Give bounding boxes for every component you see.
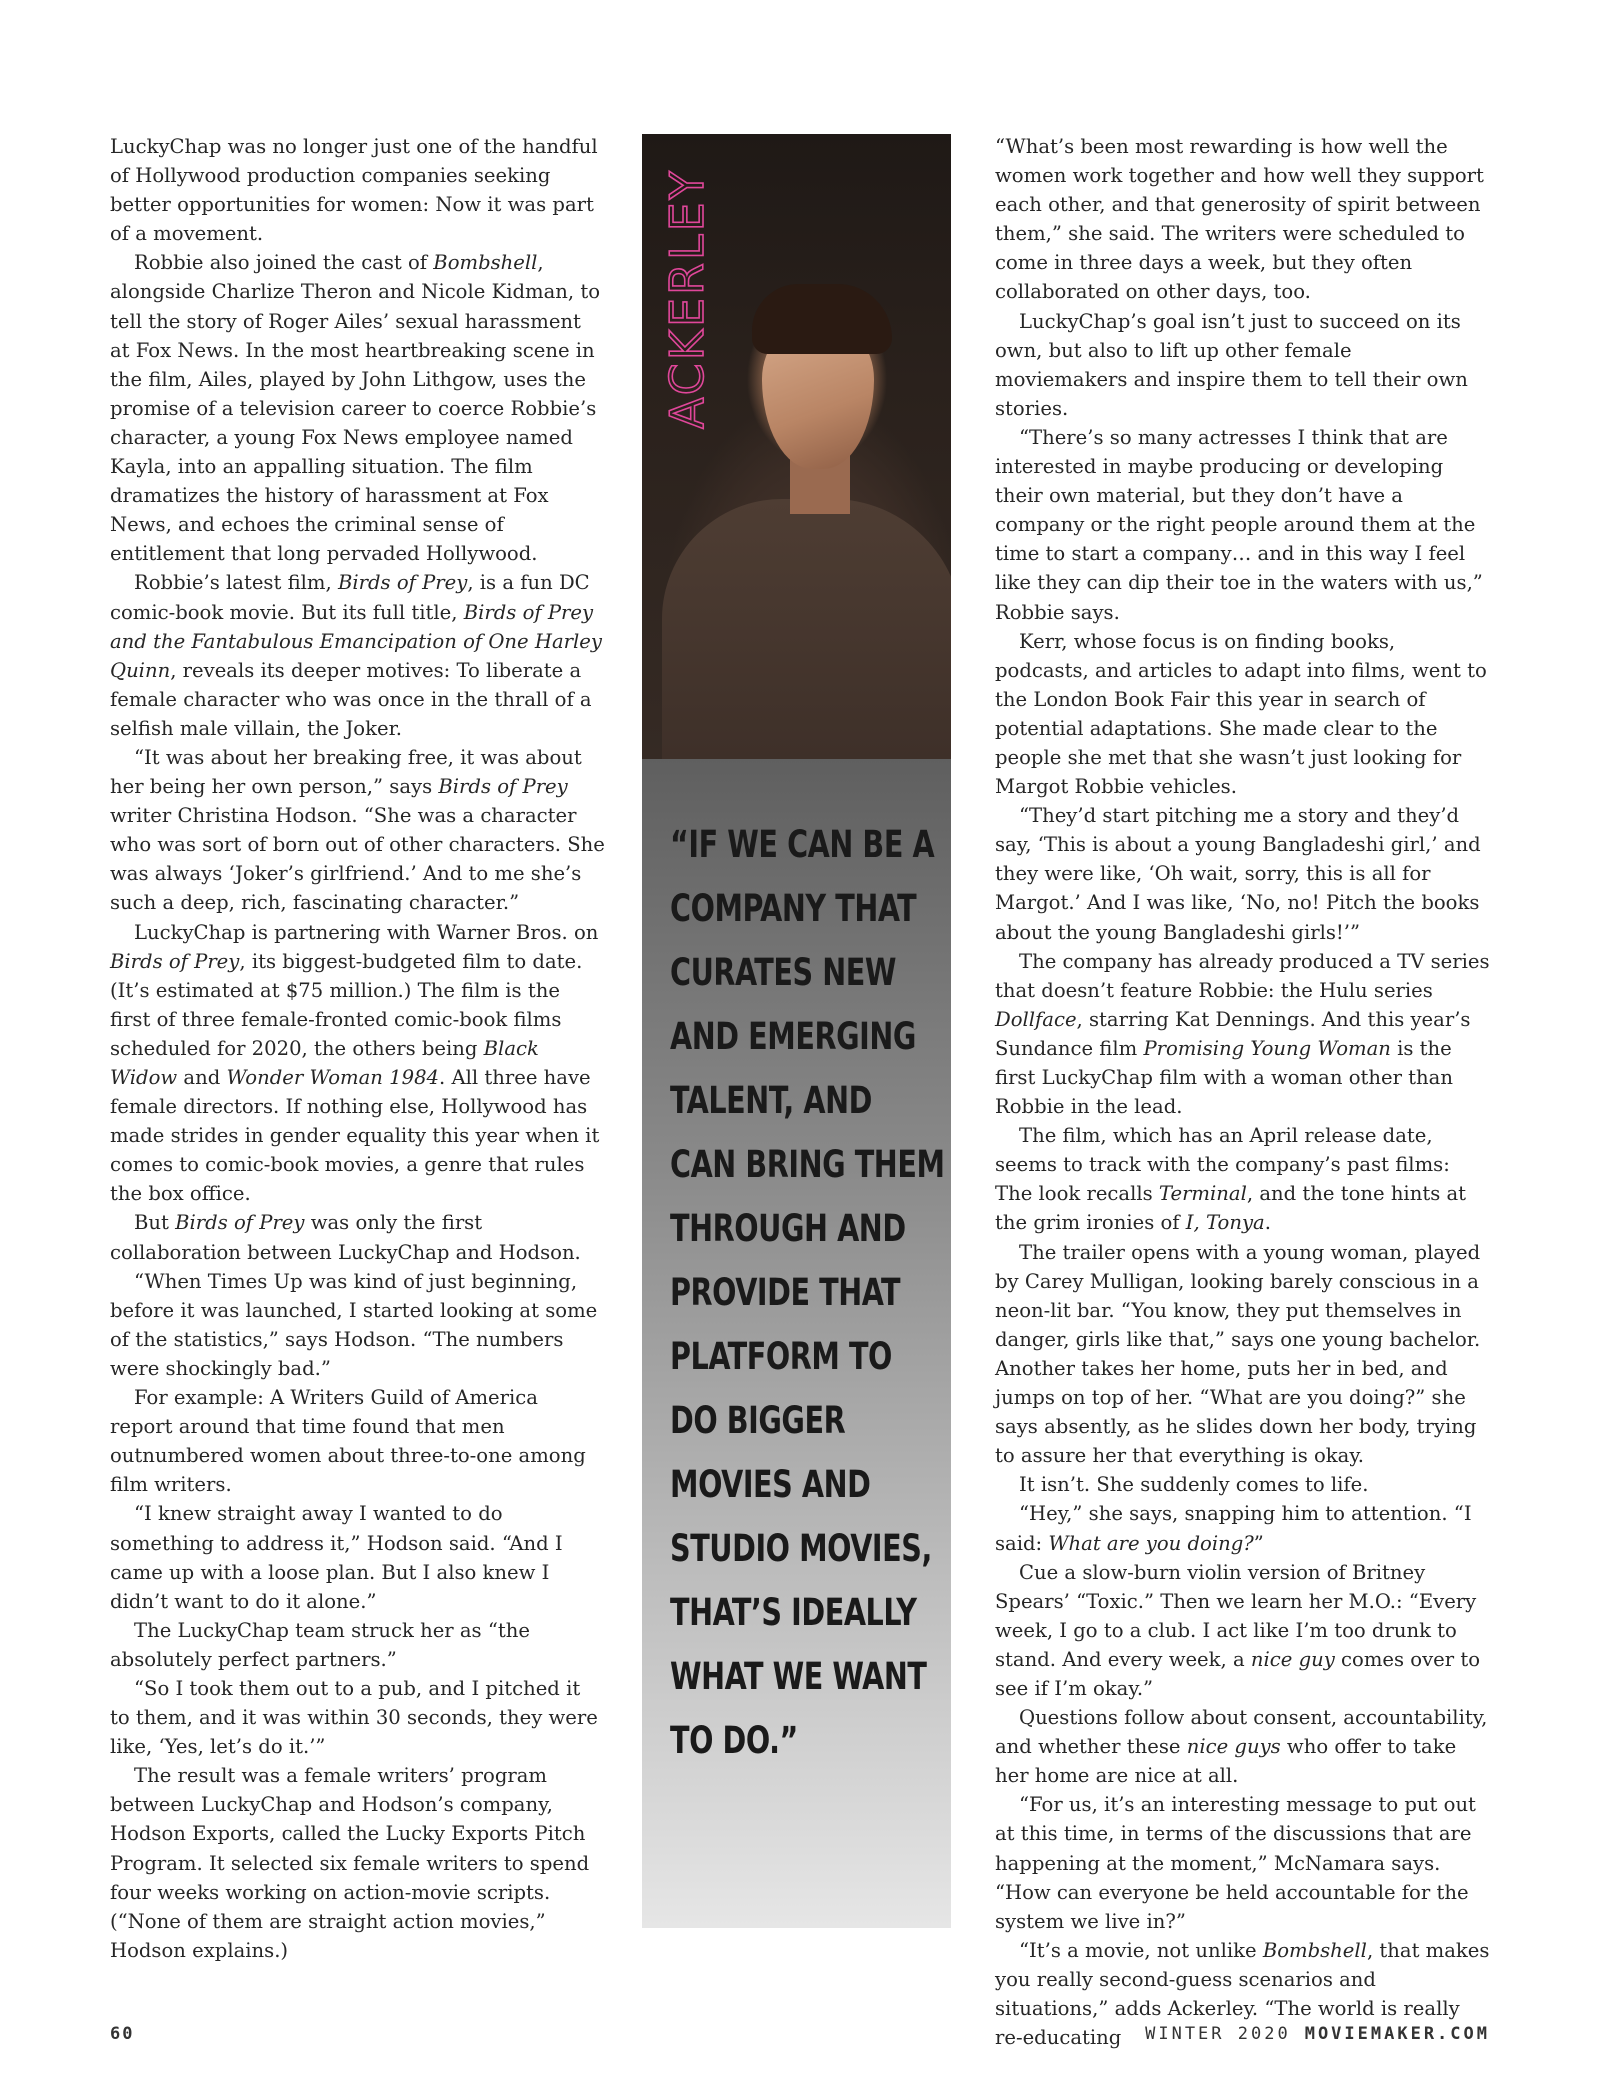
paragraph: But Birds of Prey was only the first collaboration between LuckyChap and Hodson. — [110, 1211, 581, 1264]
paragraph: “They’d start pitching me a story and they’d say, ‘This is about a young Bangladeshi girl,’ and they were like, ‘Oh wait, sorry, this is all for Margot.’ And I was like, ‘No, no! Pitch the books about the young Bangladeshi girls!’” — [995, 804, 1481, 944]
paragraph: “So I took them out to a pub, and I pitched it to them, and it was within 30 seconds, they were like, ‘Yes, let’s do it.’” — [110, 1676, 598, 1759]
paragraph: The LuckyChap team struck her as “the absolutely perfect partners.” — [110, 1618, 530, 1671]
site-label: MOVIEMAKER.COM — [1304, 2024, 1490, 2044]
article-column-left — [110, 132, 605, 1965]
portrait-sweater — [662, 499, 951, 759]
paragraph: For example: A Writers Guild of America report around that time found that men outnumbered women about three-to-one among film writers. — [110, 1386, 586, 1497]
paragraph: “For us, it’s an interesting message to put out at this time, in terms of the discussions that are happening at the moment,” McNamara says. “How can everyone be held accountable for the system we live in?” — [995, 1793, 1476, 1933]
paragraph: Kerr, whose focus is on finding books, podcasts, and articles to adapt into films, went to the London Book Fair this year in search of potential adaptations. She made clear to the people she met that she wasn’t just looking for Margot Robbie vehicles. — [995, 629, 1487, 799]
paragraph: Cue a slow-burn violin version of Britney Spears’ “Toxic.” Then we learn her M.O.: “Every week, I go to a club. I act like I’m too drunk to stand. And every week, a nice guy comes over to see if I’m okay.” — [995, 1560, 1481, 1700]
paragraph: Robbie also joined the cast of Bombshell, alongside Charlize Theron and Nicole Kidman, to tell the story of Roger Ailes’ sexual harassment at Fox News. In the most heartbreaking scene in the film, Ailes, played by John Lithgow, uses the promise of a television career to coerce Robbie’s character, a young Fox News employee named Kayla, into an appalling situation. The film dramatizes the history of harassment at Fox News, and echoes the criminal sense of entitlement that long pervaded Hollywood. — [110, 251, 601, 566]
paragraph: “It’s a movie, not unlike Bombshell, that makes you really second-guess scenarios and situations,” adds Ackerley. “The world is really re-educating — [995, 1938, 1490, 2050]
pull-quote: “IF WE CAN BE A COMPANY THAT CURATES NEW AND EMERGING TALENT, AND CAN BRING THEM THROUGH AND PROVIDE THAT PLATFORM TO DO BIGGER MOVIES AND STUDIO MOVIES, THAT’S IDEALLY WHAT WE WANT TO DO.” — [670, 823, 945, 1762]
sidebar-photo-quote — [642, 134, 951, 1928]
issue-label: WINTER 2020 — [1145, 2024, 1291, 2044]
paragraph: “Hey,” she says, snapping him to attention. “I said: What are you doing?” — [995, 1502, 1472, 1555]
paragraph: It isn’t. She suddenly comes to life. — [1019, 1473, 1369, 1497]
portrait-photo — [642, 134, 951, 759]
paragraph: “When Times Up was kind of just beginning, before it was launched, I started looking at some of the statistics,” says Hodson. “The numbers were shockingly bad.” — [110, 1269, 598, 1380]
pull-quote-panel — [642, 759, 951, 1928]
portrait-name-label: ACKERLEY — [660, 168, 714, 430]
article-column-right — [995, 132, 1490, 2052]
paragraph: “It was about her breaking free, it was about her being her own person,” says Birds of Prey writer Christina Hodson. “She was a character who was sort of born out of other characters. She was always ‘Joker’s girlfriend.’ And to me she’s such a deep, rich, fascinating character.” — [110, 745, 605, 915]
paragraph: “What’s been most rewarding is how well the women work together and how well they support each other, and that generosity of spirit between them,” she said. The writers were scheduled to come in three days a week, but they often collaborated on other days, too. — [995, 135, 1484, 304]
paragraph: The trailer opens with a young woman, played by Carey Mulligan, looking barely conscious in a neon-lit bar. “You know, they put themselves in danger, girls like that,” says one young bachelor. Another takes her home, puts her in bed, and jumps on top of her. “What are you doing?” she says absently, as he slides down her body, trying to assure her that everything is okay. — [995, 1240, 1481, 1468]
paragraph: The result was a female writers’ program between LuckyChap and Hodson’s company, Hodson Exports, called the Lucky Exports Pitch Program. It selected six female writers to spend four weeks working on action-movie scripts. (“None of them are straight action movies,” Hodson explains.) — [110, 1764, 590, 1962]
paragraph: The company has already produced a TV series that doesn’t feature Robbie: the Hulu series Dollface, starring Kat Dennings. And this year’s Sundance film Promising Young Woman is the first LuckyChap film with a woman other than Robbie in the lead. — [995, 949, 1490, 1119]
paragraph: LuckyChap is partnering with Warner Bros. on Birds of Prey, its biggest-budgeted film to date. (It’s estimated at $75 million.) The film is the first of three female-fronted comic-book films scheduled for 2020, the others being Black Widow and Wonder Woman 1984. All three have female directors. If nothing else, Hollywood has made strides in gender equality this year when it comes to comic-book movies, a genre that rules the box office. — [110, 920, 600, 1206]
paragraph: LuckyChap’s goal isn’t just to succeed on its own, but also to lift up other female moviemakers and inspire them to tell their own stories. — [995, 309, 1468, 420]
paragraph: Robbie’s latest film, Birds of Prey, is a fun DC comic-book movie. But its full title, Birds of Prey and the Fantabulous Emancipation of One Harley Quinn, reveals its deeper motives: To liberate a female character who was once in the thrall of a selfish male villain, the Joker. — [110, 571, 602, 740]
paragraph: Questions follow about consent, accountability, and whether these nice guys who offer to take her home are nice at all. — [995, 1706, 1488, 1788]
portrait-hair — [752, 284, 892, 354]
paragraph: LuckyChap was no longer just one of the handful of Hollywood production companies seeking better opportunities for women: Now it was part of a movement. — [110, 135, 598, 246]
paragraph: “I knew straight away I wanted to do something to address it,” Hodson said. “And I came up with a loose plan. But I also knew I didn’t want to do it alone.” — [110, 1502, 563, 1613]
page-number: 60 — [110, 2024, 135, 2044]
paragraph: The film, which has an April release date, seems to track with the company’s past films: The look recalls Terminal, and the tone hints at the grim ironies of I, Tonya. — [995, 1124, 1467, 1235]
page-footer — [1145, 2024, 1490, 2044]
paragraph: “There’s so many actresses I think that are interested in maybe producing or developing their own material, but they don’t have a company or the right people around them at the time to start a company… and in this way I feel like they can dip their toe in the waters with us,” Robbie says. — [995, 425, 1483, 624]
